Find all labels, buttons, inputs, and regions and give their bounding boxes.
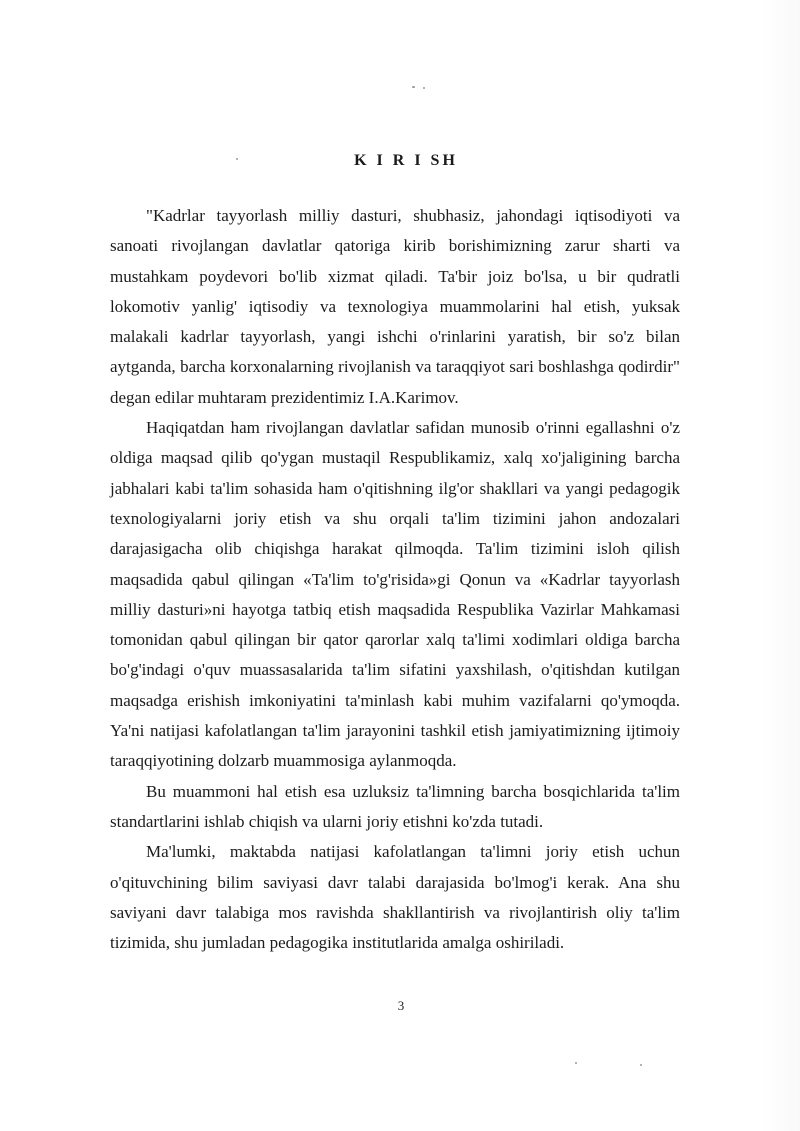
- scan-speck: [412, 86, 415, 88]
- paragraph-standards: Bu muammoni hal etish esa uzluksiz ta'limning barcha bosqichlarida ta'lim standartlarini ishlab chiqish va ularni joriy etishni ko'zda tutadi.: [110, 781, 680, 831]
- scan-speck: [423, 87, 425, 89]
- document-body: [110, 201, 680, 958]
- scan-speck: [575, 1062, 577, 1064]
- paragraph-quote: "Kadrlar tayyorlash milliy dasturi, shubhasiz, jahondagi iqtisodiyoti va sanoati rivojlangan davlatlar qatoriga kirib borishimizning zarur sharti va mustahkam poydevori bo'lib xizmat qiladi. Ta'bir joiz bo'lsa, u bir qudratli lokomotiv yanlig' iqtisodiy va texnologiya muammolarini hal etish, yuksak malakali kadrlar tayyorlash, yangi ishchi o'rinlarini yaratish, bir so'z bilan aytganda, barcha korxonalarning rivojlanish va taraqqiyot sari boshlashga qodirdir" degan edilar muhtaram prezidentimiz I.A.Karimov.: [110, 206, 680, 407]
- paragraph-reforms: Haqiqatdan ham rivojlangan davlatlar safidan munosib o'rinni egallashni o'z oldiga maqsad qilib qo'ygan mustaqil Respublikamiz, xalq xo'jaligining barcha jabhalari kabi ta'lim sohasida ham o'qitishning ilg'or shakllari va yangi pedagogik texnologiyalarni joriy etish va shu orqali ta'lim tizimini jahon andozalari darajasigacha olib chiqishga harakat qilmoqda. Ta'lim tizimini isloh qilish maqsadida qabul qilingan «Ta'lim to'g'risida»gi Qonun va «Kadrlar tayyorlash milliy dasturi»ni hayotga tatbiq etish maqsadida Respublika Vazirlar Mahkamasi tomonidan qabul qilingan bir qator qarorlar xalq ta'limi xodimlari oldiga barcha bo'g'indagi o'quv muassasalarida ta'lim sifatini yaxshilash, o'qitishdan kutilgan maqsadga erishish imkoniyatini ta'minlash kabi muhim vazifalarni qo'ymoqda. Ya'ni natijasi kafolatlangan ta'lim jarayonini tashkil etish jamiyatimizning ijtimoiy taraqqiyotining dolzarb muammosiga aylanmoqda.: [110, 418, 680, 771]
- page-number: 3: [397, 998, 405, 1013]
- scan-speck: [640, 1064, 642, 1066]
- page-heading: K I R I SH: [354, 152, 458, 169]
- paragraph-teachers: Ma'lumki, maktabda natijasi kafolatlangan ta'limni joriy etish uchun o'qituvchining bilim saviyasi davr talabi darajasida bo'lmog'i kerak. Ana shu saviyani davr talabiga mos ravishda shakllantirish va rivojlantirish oliy ta'lim tizimida, shu jumladan pedagogika institutlarida amalga oshiriladi.: [110, 842, 680, 953]
